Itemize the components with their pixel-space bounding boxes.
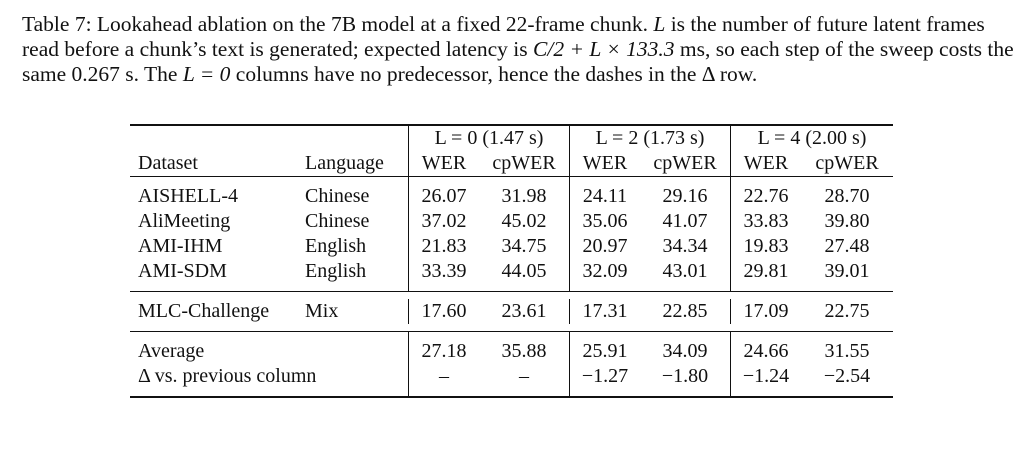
cell-value: −2.54 — [823, 365, 871, 387]
cell-value: – — [409, 364, 480, 389]
cell-value: 39.01 — [824, 260, 870, 282]
cell-value: 17.31 — [570, 299, 641, 324]
cell-language: Chinese — [305, 210, 370, 232]
cell-dataset: AISHELL-4 — [138, 185, 238, 207]
header-wer: WER — [731, 151, 802, 177]
cell-value: −1.27 — [570, 364, 641, 389]
caption-text-1: Lookahead ablation on the 7B model at a fixed 22-frame chunk. — [91, 12, 654, 36]
cell-value: 24.11 — [570, 184, 641, 209]
cell-value: 33.83 — [731, 209, 802, 234]
cell-value: 35.06 — [570, 209, 641, 234]
cell-value: 29.81 — [731, 259, 802, 284]
caption-text-3: ms, so each step of the sweep costs the same 0.267 s. The — [22, 37, 1014, 86]
table-row — [130, 209, 893, 234]
caption-formula: C/2 + L × 133.3 — [533, 37, 675, 61]
bottom-rule — [130, 397, 893, 398]
group-header-l2: L = 2 (1.73 s) — [570, 126, 731, 151]
cell-value: 35.88 — [501, 340, 547, 362]
cell-value: 23.61 — [501, 300, 547, 322]
cell-value: 17.09 — [731, 299, 802, 324]
cell-dataset: Average — [138, 340, 205, 362]
header-dataset: Dataset — [138, 152, 198, 174]
cell-value: 37.02 — [409, 209, 480, 234]
cell-value: 34.34 — [662, 235, 708, 257]
table-row — [130, 339, 893, 364]
header-cpwer: cpWER — [653, 152, 717, 174]
cell-value: 41.07 — [662, 210, 708, 232]
header-cpwer: cpWER — [492, 152, 556, 174]
header-wer: WER — [570, 151, 641, 177]
sub-header-row — [130, 151, 893, 177]
cell-value: −1.80 — [661, 365, 709, 387]
header-language: Language — [305, 152, 384, 174]
cell-value: 32.09 — [570, 259, 641, 284]
header-cpwer: cpWER — [815, 152, 879, 174]
cell-value: 22.85 — [662, 300, 708, 322]
table-caption — [22, 12, 1014, 87]
cell-value: 44.05 — [501, 260, 547, 282]
cell-language: Mix — [305, 300, 339, 322]
cell-value: 39.80 — [824, 210, 870, 232]
cell-value: 45.02 — [501, 210, 547, 232]
caption-inline-eq: L = 0 — [182, 62, 231, 86]
caption-label: Table 7: — [22, 12, 92, 36]
caption-text-2: is the number of future latent frames read before a chunk’s text is generated; expected latency is — [22, 12, 985, 61]
cell-value: 27.48 — [824, 235, 870, 257]
caption-var-l: L — [653, 12, 666, 36]
cell-language: English — [305, 260, 367, 282]
cell-value: 34.09 — [662, 340, 708, 362]
header-wer: WER — [409, 151, 480, 177]
table-row — [130, 184, 893, 209]
group-header-row — [130, 126, 893, 151]
cell-value: – — [519, 365, 529, 387]
cell-value: 24.66 — [731, 339, 802, 364]
cell-language: Chinese — [305, 185, 370, 207]
caption-text-4: columns have no predecessor, hence the dashes in the Δ row. — [230, 62, 758, 86]
table-row — [130, 234, 893, 259]
cell-dataset: Δ vs. previous column — [138, 365, 317, 387]
cell-value: 19.83 — [731, 234, 802, 259]
cell-dataset: MLC-Challenge — [138, 300, 270, 322]
cell-value: 43.01 — [662, 260, 708, 282]
table-row — [130, 364, 893, 389]
cell-value: 31.55 — [824, 340, 870, 362]
table-row — [130, 299, 893, 324]
cell-value: 17.60 — [409, 299, 480, 324]
cell-value: 25.91 — [570, 339, 641, 364]
cell-value: 27.18 — [409, 339, 480, 364]
table-row — [130, 259, 893, 284]
cell-value: 21.83 — [409, 234, 480, 259]
cell-value: 22.76 — [731, 184, 802, 209]
cell-value: 29.16 — [662, 185, 708, 207]
cell-dataset: AMI-IHM — [138, 235, 223, 257]
cell-value: 33.39 — [409, 259, 480, 284]
cell-value: −1.24 — [731, 364, 802, 389]
cell-language: English — [305, 235, 367, 257]
group-header-l4: L = 4 (2.00 s) — [731, 126, 894, 151]
cell-dataset: AMI-SDM — [138, 260, 227, 282]
results-table — [130, 124, 893, 398]
group-header-l0: L = 0 (1.47 s) — [409, 126, 570, 151]
cell-value: 34.75 — [501, 235, 547, 257]
cell-value: 26.07 — [409, 184, 480, 209]
cell-value: 31.98 — [501, 185, 547, 207]
cell-dataset: AliMeeting — [138, 210, 231, 232]
cell-value: 22.75 — [824, 300, 870, 322]
cell-value: 20.97 — [570, 234, 641, 259]
cell-value: 28.70 — [824, 185, 870, 207]
